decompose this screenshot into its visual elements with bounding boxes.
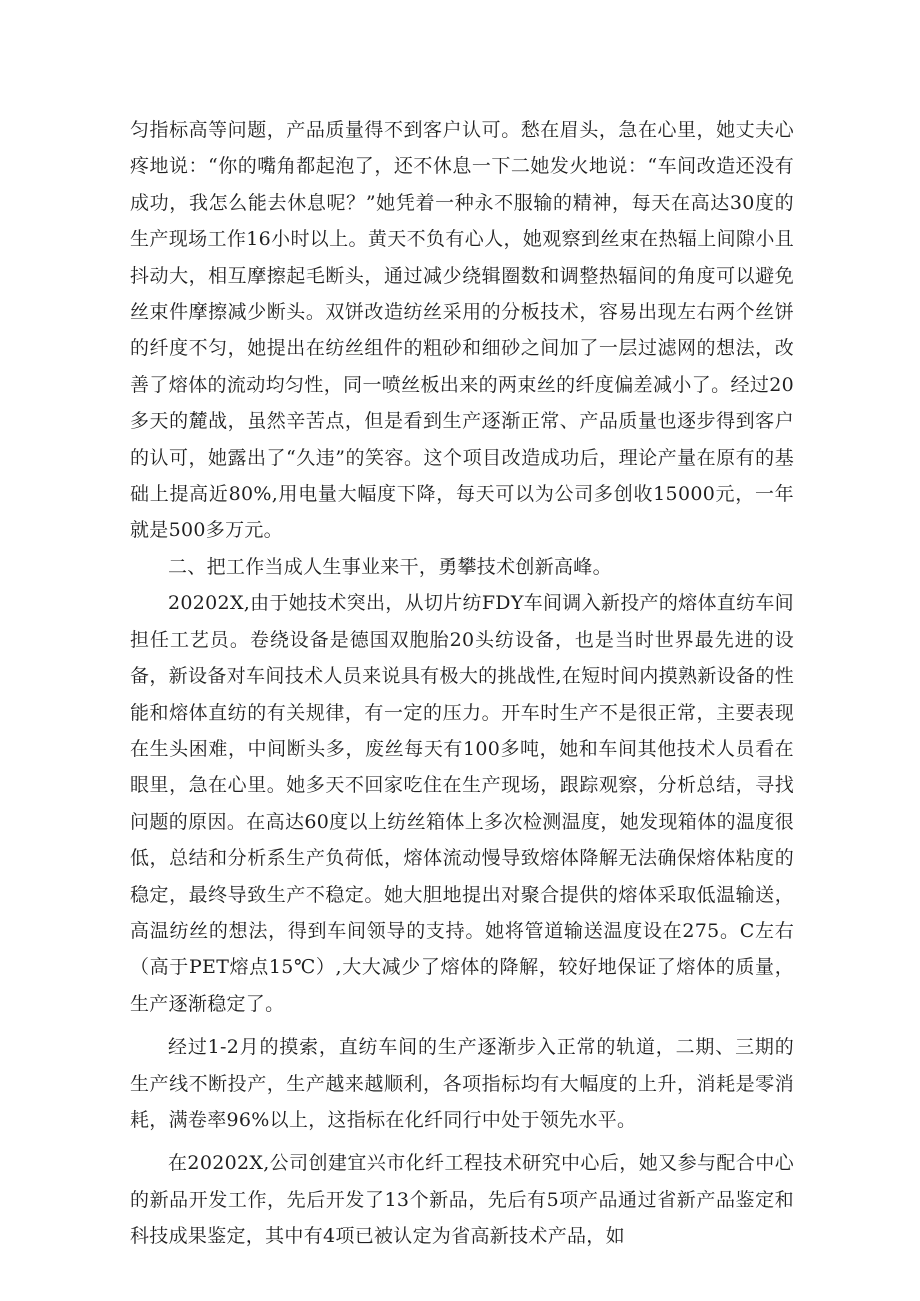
paragraph: 20202X,由于她技术突出，从切片纺FDY车间调入新投产的熔体直纺车间担任工艺员。卷绕设备是德国双胞胎20头纺设备，也是当时世界最先进的设备，新设备对车间技术人员来说具有极大的挑战性,在短时间内摸熟新设备的性能和熔体直纺的有关规律，有一定的压力。开车时生产不是很正常，主要表现在生头困难，中间断头多，废丝每天有100多吨，她和车间其他技术人员看在眼里，急在心里。她多天不回家吃住在生产现场，跟踪观察，分析总结，寻找问题的原因。在高达60度以上纺丝箱体上多次检测温度，她发现箱体的温度很低，总结和分析系生产负荷低，熔体流动慢导致熔体降解无法确保熔体粘度的稳定，最终导致生产不稳定。她大胆地提出对聚合提供的熔体采取低温输送，高温纺丝的想法，得到车间领导的支持。她将管道输送温度设在275。C左右（高于PET熔点15℃）,大大减少了熔体的降解，较好地保证了熔体的质量，生产逐渐稳定了。 bbox=[130, 592, 794, 1015]
section-heading: 二、把工作当成人生事业来干，勇攀技术创新高峰。 bbox=[168, 555, 612, 578]
paragraph: 在20202X,公司创建宜兴市化纤工程技术研究中心后，她又参与配合中心的新品开发工作，先后开发了13个新品，先后有5项产品通过省新产品鉴定和科技成果鉴定，其中有4项已被认定为省高新技术产品，如 bbox=[130, 1152, 794, 1248]
paragraph: 经过1-2月的摸索，直纺车间的生产逐渐步入正常的轨道，二期、三期的生产线不断投产，生产越来越顺利，各项指标均有大幅度的上升，消耗是零消耗，满卷率96%以上，这指标在化纤同行中处于领先水平。 bbox=[130, 1036, 794, 1131]
paragraph-continued: 匀指标高等问题，产品质量得不到客户认可。愁在眉头，急在心里，她丈夫心疼地说：“你的嘴角都起泡了，还不休息一下二她发火地说：“车间改造还没有成功，我怎么能去休息呢？”她凭着一种永不服输的精神，每天在高达30度的生产现场工作16小时以上。黄天不负有心人，她观察到丝束在热辐上间隙小且抖动大，相互摩擦起毛断头，通过减少绕辑圈数和调整热辐间的角度可以避免丝束件摩擦减少断头。双饼改造纺丝采用的分板技术，容易出现左右两个丝饼的纤度不匀，她提出在纺丝组件的粗砂和细砂之间加了一层过滤网的想法，改善了熔体的流动均匀性，同一喷丝板出来的两束丝的纤度偏差减小了。经过20多天的麓战，虽然辛苦点，但是看到生产逐渐正常、产品质量也逐步得到客户的认可，她露出了“久违”的笑容。这个项目改造成功后，理论产量在原有的基础上提高近80%,用电量大幅度下降，每天可以为公司多创收15000元，一年就是500多万元。 bbox=[130, 119, 794, 542]
document-body bbox=[130, 112, 794, 1255]
